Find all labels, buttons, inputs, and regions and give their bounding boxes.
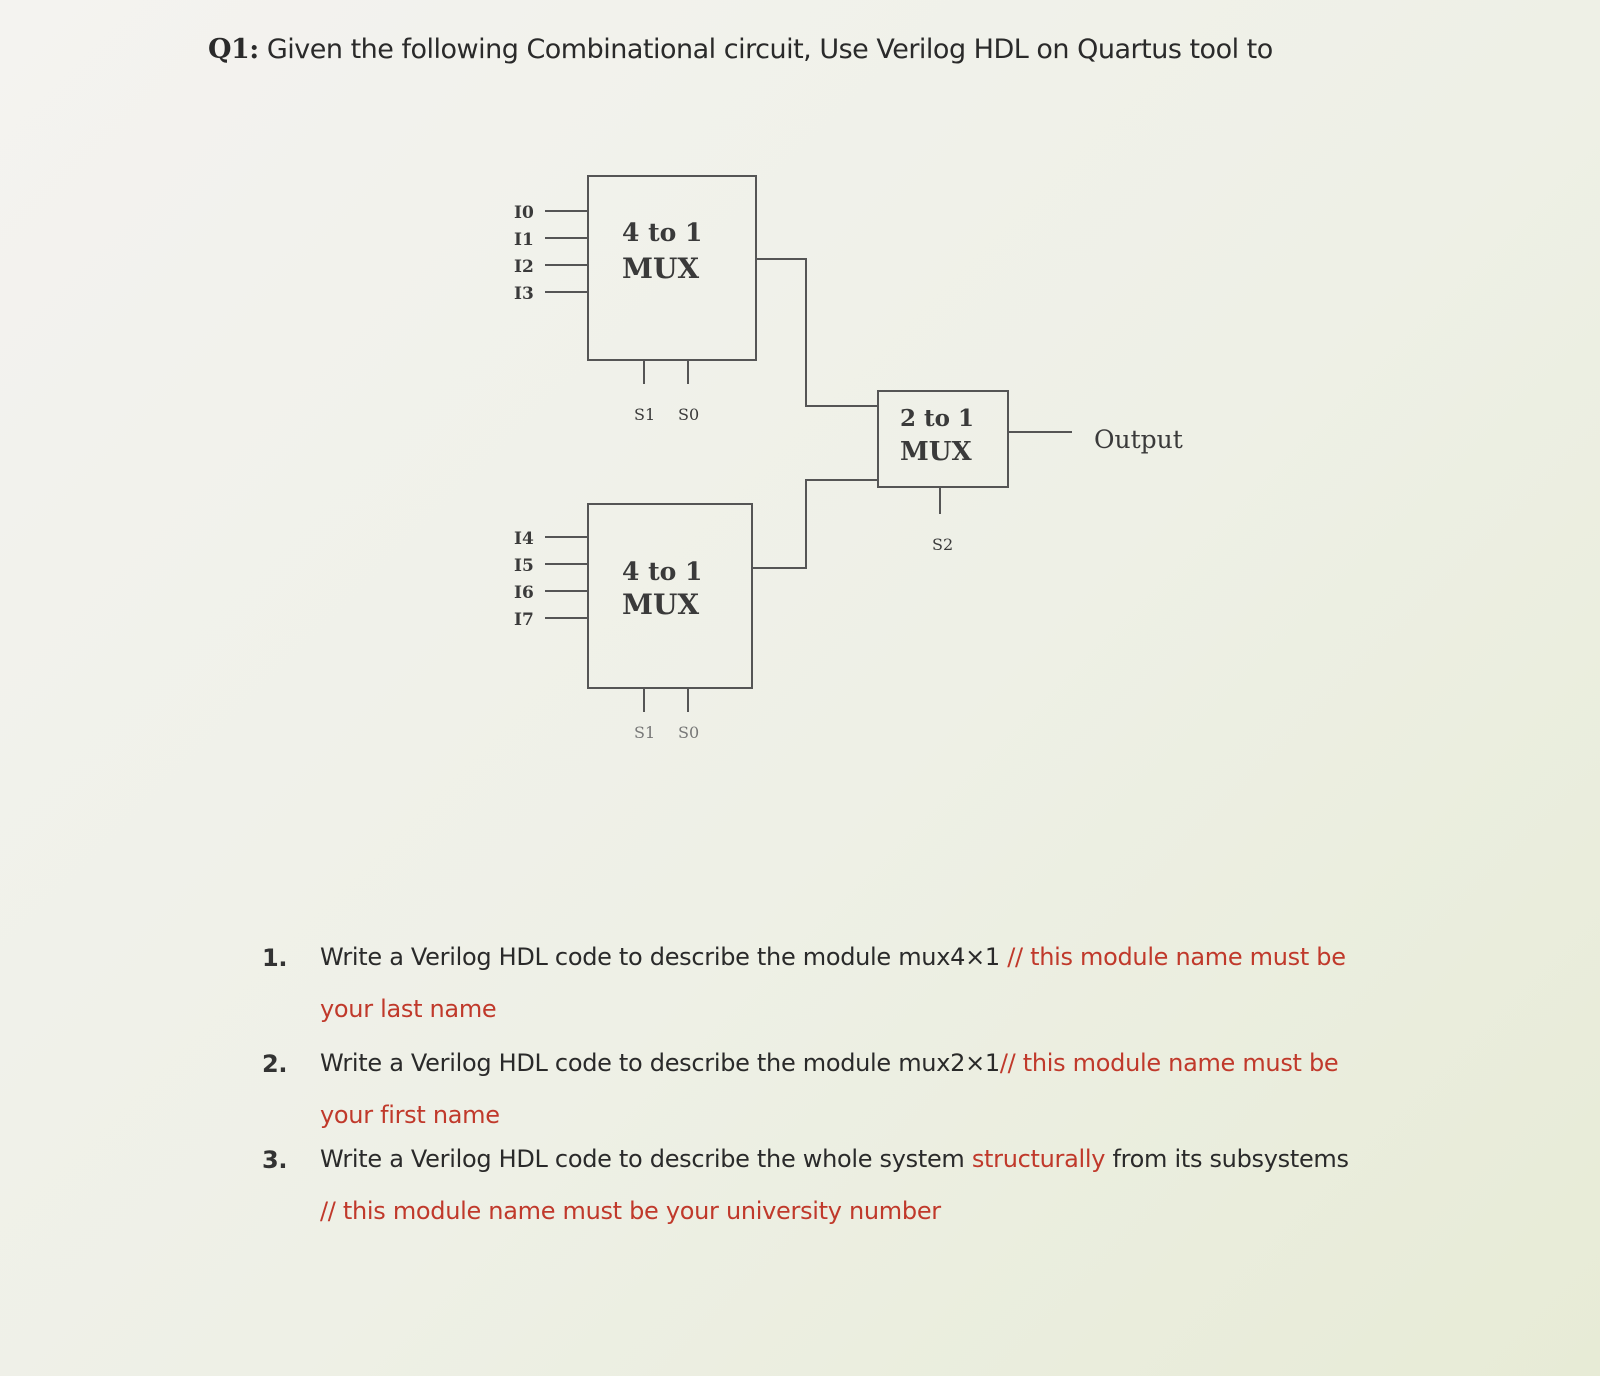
mux-final-label-2: MUX xyxy=(900,437,972,467)
mux-top-label-1: 4 to 1 xyxy=(622,218,703,247)
task-note-continued: your last name xyxy=(320,995,497,1023)
mux-bottom-label-2: MUX xyxy=(622,588,700,621)
select-label-top-s0: S0 xyxy=(678,405,700,424)
input-label-i3: I3 xyxy=(514,284,534,304)
task-note: // this module name must be xyxy=(999,943,1346,971)
select-label-bottom-s0: S0 xyxy=(678,723,700,742)
input-label-i5: I5 xyxy=(514,556,534,576)
mux-final-label-1: 2 to 1 xyxy=(900,405,974,432)
mux-bottom-label-1: 4 to 1 xyxy=(622,557,703,586)
task-text: Write a Verilog HDL code to describe the module mux4×1 xyxy=(320,943,1000,971)
task-text: Write a Verilog HDL code to describe the whole system xyxy=(320,1145,972,1173)
input-label-i4: I4 xyxy=(514,529,534,549)
task-text: Write a Verilog HDL code to describe the module mux2×1 xyxy=(320,1049,1000,1077)
task-note-continued: // this module name must be your university number xyxy=(320,1197,941,1225)
task-note: // this module name must be xyxy=(999,1049,1339,1077)
input-label-i1: I1 xyxy=(514,230,534,250)
task-number: 3. xyxy=(262,1146,288,1174)
input-label-i2: I2 xyxy=(514,257,534,277)
task-text-after: from its subsystems xyxy=(1105,1145,1349,1173)
task-item-2 xyxy=(262,1050,1392,1128)
question-number: Q1: xyxy=(208,34,259,65)
task-list xyxy=(262,944,1392,1224)
task-number: 2. xyxy=(262,1050,288,1078)
select-label-top-s1: S1 xyxy=(634,405,656,424)
task-emphasis: structurally xyxy=(971,1145,1106,1173)
mux-top-label-2: MUX xyxy=(622,252,700,285)
task-item-1 xyxy=(262,944,1392,1022)
select-label-bottom-s1: S1 xyxy=(634,723,656,742)
question-text: Given the following Combinational circuit, Use Verilog HDL on Quartus tool to xyxy=(266,34,1273,65)
task-number: 1. xyxy=(262,944,288,972)
output-label: Output xyxy=(1094,425,1183,454)
task-note-continued: your first name xyxy=(320,1101,500,1129)
task-item-3 xyxy=(262,1146,1392,1224)
input-label-i0: I0 xyxy=(514,203,534,223)
wire-top-to-final xyxy=(756,259,878,406)
select-label-s2: S2 xyxy=(932,535,954,554)
input-label-i6: I6 xyxy=(514,583,534,603)
wire-bottom-to-final xyxy=(752,480,878,568)
input-label-i7: I7 xyxy=(514,610,534,630)
